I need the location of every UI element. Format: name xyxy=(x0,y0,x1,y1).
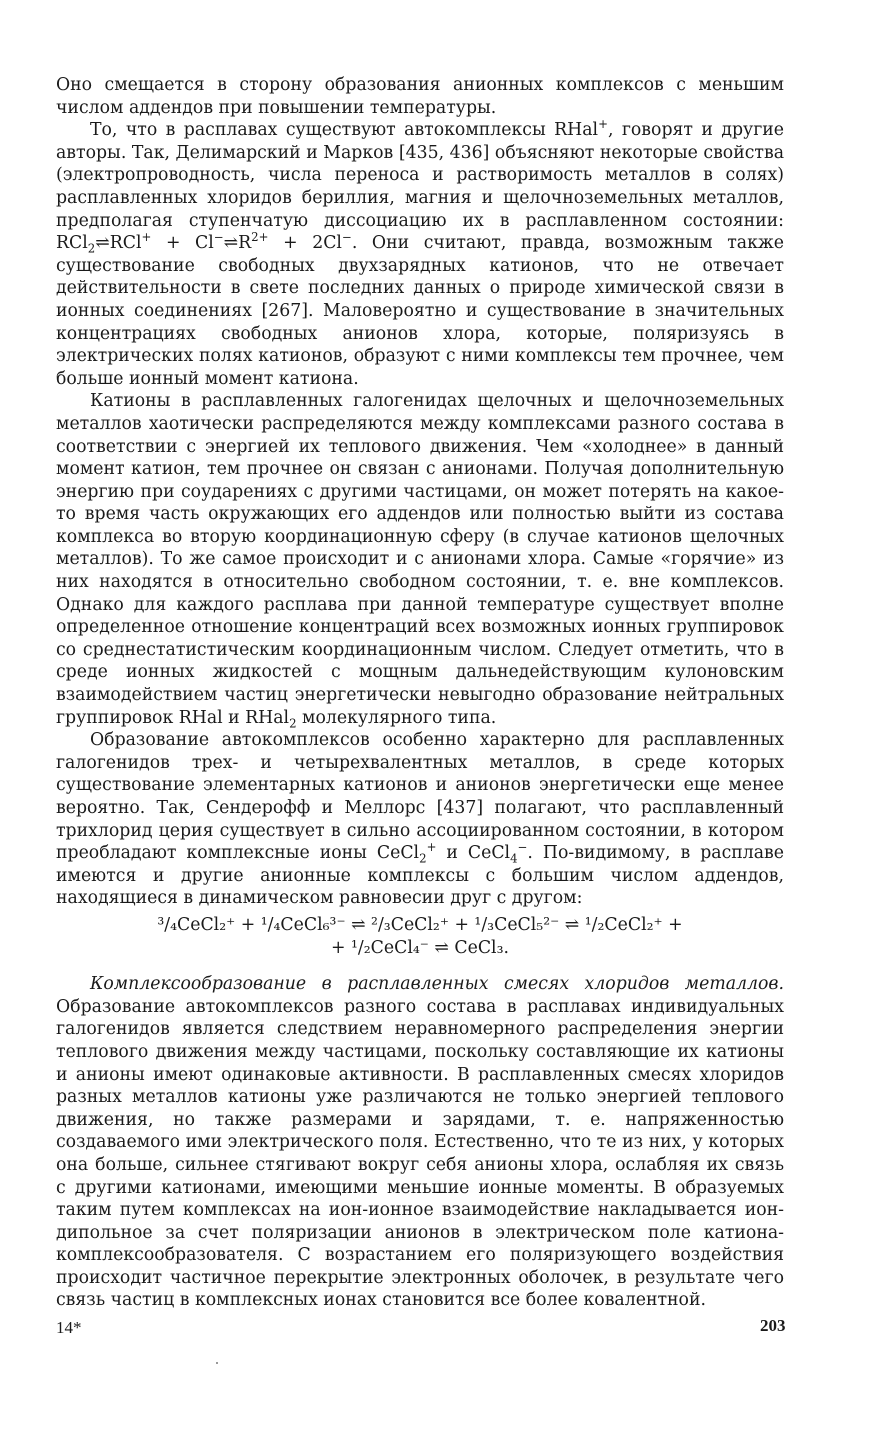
paragraph-trivalent xyxy=(56,729,784,910)
paragraph-continued: Оно смещается в сторону образования анионных комплексов с меньшим числом аддендов при повышении температуры. xyxy=(56,75,784,118)
text-run: + 2Cl xyxy=(268,233,342,254)
formula-line-2: + ¹/₂CeCl₄⁻ ⇌ CeCl₃. xyxy=(331,937,509,958)
text-run: и CeCl xyxy=(436,843,511,864)
text-run: ⇌RCl xyxy=(95,233,142,254)
text-run: . По-видимому, в расплаве имеются и другие анионные комплексы с большим числом аддендов, находящиеся в динамическом равновесии друг с другом: xyxy=(56,843,784,909)
text-run: ⇌R xyxy=(223,233,252,254)
equilibrium-formula xyxy=(56,914,784,959)
superscript: + xyxy=(141,230,152,245)
superscript: − xyxy=(341,230,352,245)
signature-mark: 14* xyxy=(56,1318,82,1337)
subscript: 2 xyxy=(419,851,427,866)
text-run: , говорят и другие авторы. Так, Делимарский и Марков [435, 436] объясняют некоторые свойства (электропроводность, числа переноса и растворимость металлов в солях) расплавленных хлоридов бериллия, магния и щелочноземельных металлов, предполагая ступенчатую диссоциацию их в расплавленном состоянии: RCl xyxy=(56,120,784,254)
subscript: 2 xyxy=(289,716,297,731)
text-run: молекулярного типа. xyxy=(296,707,497,728)
superscript: 2+ xyxy=(251,230,269,245)
subscript: 2 xyxy=(87,241,96,256)
text-run: Образование автокомплексов особенно характерно для расплавленных галогенидов трех- и четырехвалентных металлов, в среде которых существование элементарных катионов и анионов энергетически еще менее вероятно. Так, Сендерофф и Меллорс [437] полагают, что расплавленный трихлорид церия существует в сильно ассоциированном состоянии, в котором преобладают комплексные ионы CeCl xyxy=(56,730,784,864)
formula-line-1: ³/₄CeCl₂⁺ + ¹/₄CeCl₆³⁻ ⇌ ²/₃CeCl₂⁺ + ¹/₃CeCl₅²⁻ ⇌ ¹/₂CeCl₂⁺ + xyxy=(157,914,683,935)
text-run: . Они считают, правда, возможным также существование свободных двухзарядных катионов, что не отвечает действительности в свете последних данных о природе химической связи в ионных соединениях [267]. Маловероятно и существование в значительных концентрациях свободных анионов хлора, которые, поляризуясь в электрических полях катионов, образуют с ними комплексы тем прочнее, чем больше ионный момент катиона. xyxy=(56,233,784,389)
text-run: Катионы в расплавленных галогенидах щелочных и щелочноземельных металлов хаотически распределяются между комплексами разного состава в соответствии с энергией их теплового движения. Чем «холоднее» в данный момент катион, тем прочнее он связан с анионами. Получая дополнительную энергию при соударениях с другими частицами, он может потерять на какое-то время часть окружающих его аддендов или полностью выйти из состава комплекса во вторую координационную сферу (в случае катионов щелочных металлов). То же самое происходит и с анионами хлора. Самые «горячие» из них находятся в относительно свободном состоянии, т. е. вне комплексов. Однако для каждого расплава при данной температуре существует вполне определенное отношение концентраций всех возможных ионных группировок со среднестатистическим координационным числом. Следует отметить, что в среде ионных жидкостей с мощным дальнедействующим кулоновским взаимодействием частиц энергетически невыгодно образование нейтральных группировок RHal и RHal xyxy=(56,391,784,728)
page-body xyxy=(56,74,784,1312)
paragraph-autocomplexes xyxy=(56,119,784,390)
print-speck xyxy=(216,1362,218,1364)
paragraph-cations xyxy=(56,390,784,729)
paragraph-mixtures xyxy=(56,973,784,1312)
text-run: + Cl xyxy=(151,233,214,254)
superscript: + xyxy=(426,840,437,855)
superscript: − xyxy=(213,230,224,245)
text-run: Образование автокомплексов разного состава в расплавах индивидуальных галогенидов является следствием неравномерного распределения энергии теплового движения между частицами, поскольку составляющие их катионы и анионы имеют одинаковые активности. В расплавленных смесях хлоридов разных металлов катионы уже различаются не только энергией теплового движения, но также размерами и зарядами, т. е. напряженностью создаваемого ими электрического поля. Естественно, что те из них, у которых она больше, сильнее стягивают вокруг себя анионы хлора, ослабляя их связь с другими катионами, имеющими меньшие ионные моменты. В образуемых таким путем комплексах на ион-ионное взаимодействие накладывается ион-дипольное за счет поляризации анионов в электрическом поле катиона-комплексообразователя. С возрастанием его поляризующего воздействия происходит частичное перекрытие электронных оболочек, в результате чего связь частиц в комплексных ионах становится все более ковалентной. xyxy=(56,996,784,1311)
subscript: 4 xyxy=(510,851,518,866)
page-number: 203 xyxy=(760,1316,786,1335)
superscript: + xyxy=(598,117,608,132)
section-run-in-heading: Комплексообразование в расплавленных смесях хлоридов металлов. xyxy=(90,974,784,995)
superscript: − xyxy=(517,840,528,855)
text-run: То, что в расплавах существуют автокомплексы RHal xyxy=(90,120,599,141)
